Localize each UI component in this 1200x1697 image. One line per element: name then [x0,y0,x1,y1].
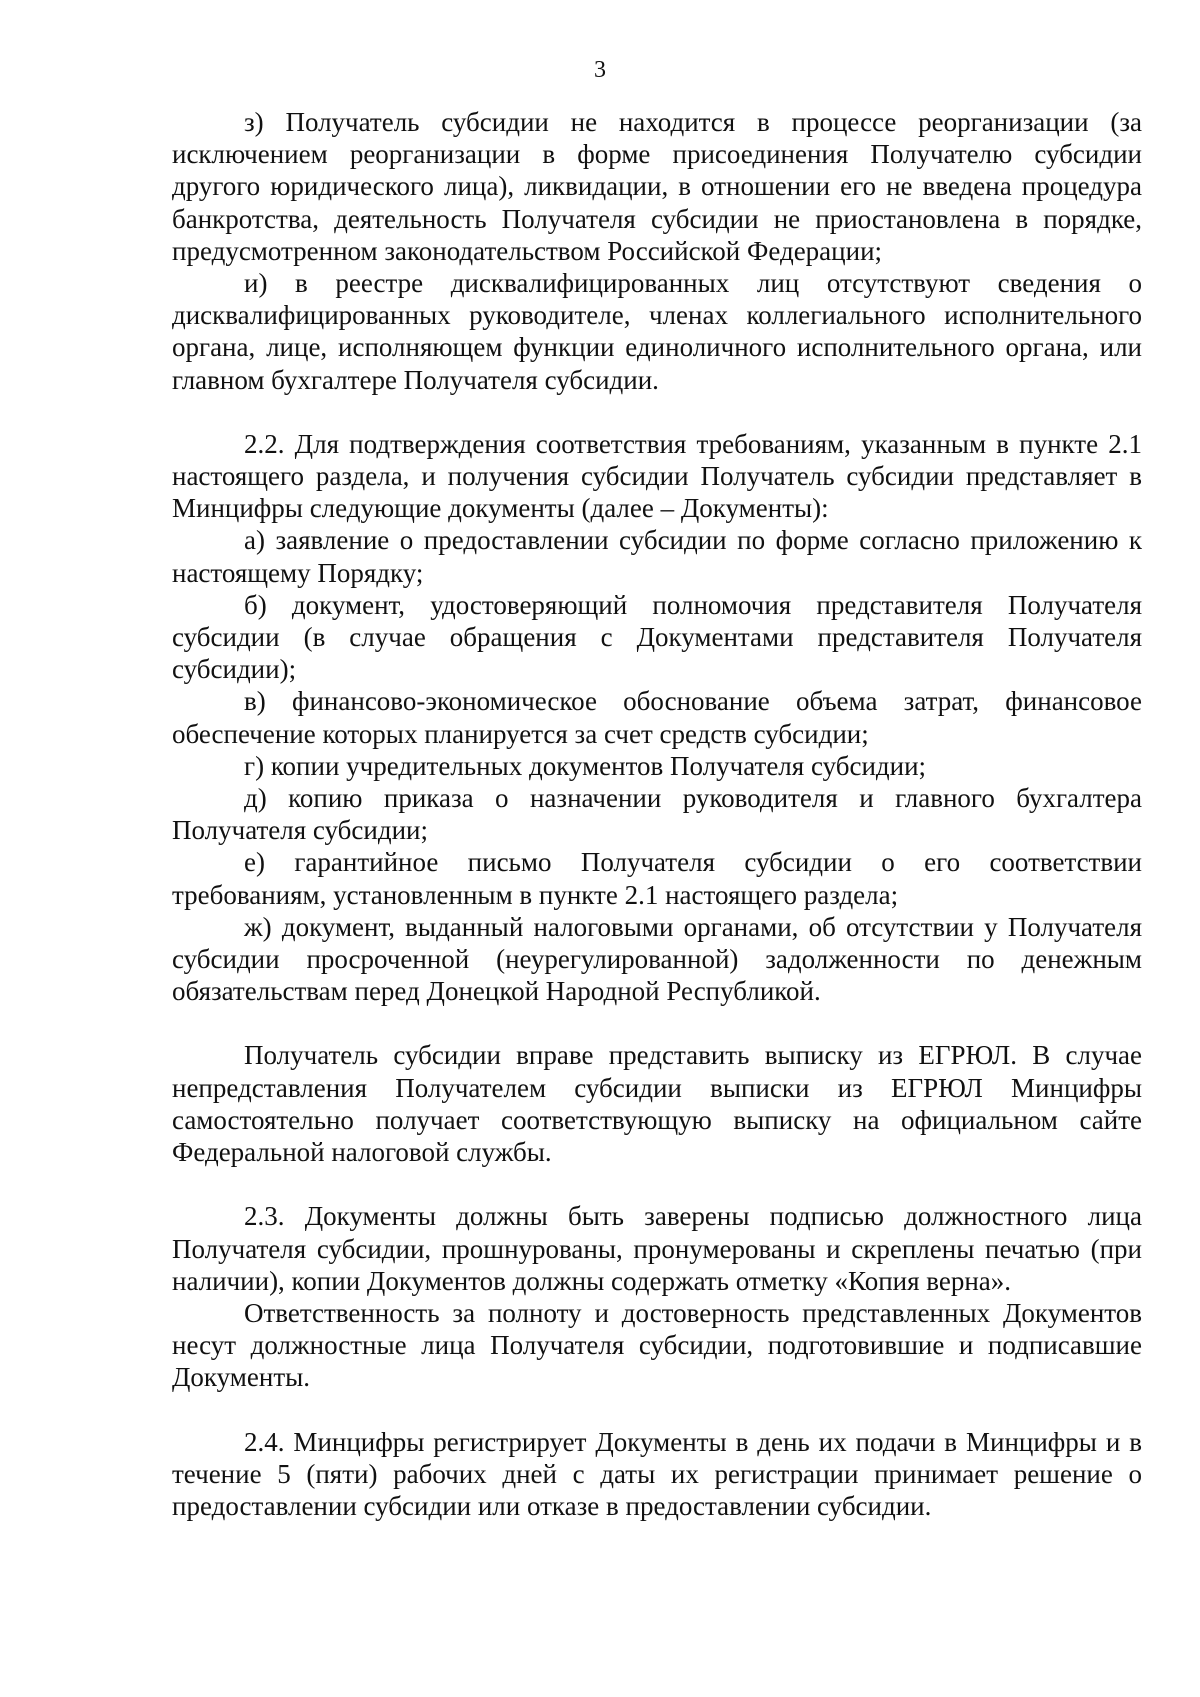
paragraph-gap [172,396,1142,428]
paragraph-g-founding-documents: г) копии учредительных документов Получателя субсидии; [244,750,927,781]
paragraph-2-4-registration: 2.4. Минцифры регистрирует Документы в день их подачи в Минцифры и в течение 5 (пяти) рабочих дней с даты их регистрации принимает решение о предоставлении субсидии или отказе в предоставлении субсидии. [172,1426,1142,1521]
paragraph-gap [172,1007,1142,1039]
paragraph-e-guarantee-letter: е) гарантийное письмо Получателя субсидии о его соответствии требованиям, установленным в пункте 2.1 настоящего раздела; [172,847,1142,910]
paragraph-2-3-certification: 2.3. Документы должны быть заверены подписью должностного лица Получателя субсидии, прошнурованы, пронумерованы и скреплены печатью (при наличии), копии Документов должны содержать отметку «Копия верна». [172,1201,1142,1296]
paragraph-b-authority-document: б) документ, удостоверяющий полномочия представителя Получателя субсидии (в случае обращения с Документами представителя Получателя субсидии); [172,589,1142,685]
paragraph-i-disqualified-registry: и) в реестре дисквалифицированных лиц отсутствуют сведения о дисквалифицированных руководителе, членах коллегиального исполнительного органа, лице, исполняющем функции единоличного исполнительного органа, или главном бухгалтере Получателя субсидии. [172,268,1142,395]
paragraph-zh-tax-document: ж) документ, выданный налоговыми органами, об отсутствии у Получателя субсидии просроченной (неурегулированной) задолженности по денежным обязательствам перед Донецкой Народной Республикой. [172,911,1142,1007]
paragraph-a-application: а) заявление о предоставлении субсидии по форме согласно приложению к настоящему Порядку; [172,525,1142,588]
paragraph-gap [172,1394,1142,1426]
paragraph-d-appointment-order: д) копию приказа о назначении руководителя и главного бухгалтера Получателя субсидии; [172,783,1142,846]
paragraph-gap [172,1168,1142,1200]
paragraph-egrul-extract: Получатель субсидии вправе представить выписку из ЕГРЮЛ. В случае непредставления Получателем субсидии выписки из ЕГРЮЛ Минцифры самостоятельно получает соответствующую выписку на официальном сайте Федеральной налоговой службы. [172,1040,1142,1168]
paragraph-responsibility: Ответственность за полноту и достоверность представленных Документов несут должностные лица Получателя субсидии, подготовившие и подписавшие Документы. [172,1297,1142,1393]
paragraph-v-financial-justification: в) финансово-экономическое обоснование объема затрат, финансовое обеспечение которых планируется за счет средств субсидии; [172,686,1142,749]
document-body [172,106,1142,1522]
page-number: 3 [594,57,606,83]
paragraph-2-2-documents: 2.2. Для подтверждения соответствия требованиям, указанным в пункте 2.1 настоящего раздела, и получения субсидии Получатель субсидии представляет в Минцифры следующие документы (далее – Документы): [172,428,1142,524]
paragraph-z-reorganization: з) Получатель субсидии не находится в процессе реорганизации (за исключением реорганизации в форме присоединения Получателю субсидии другого юридического лица), ликвидации, в отношении его не введена процедура банкротства, деятельность Получателя субсидии не приостановлена в порядке, предусмотренном законодательством Российской Федерации; [172,107,1142,266]
